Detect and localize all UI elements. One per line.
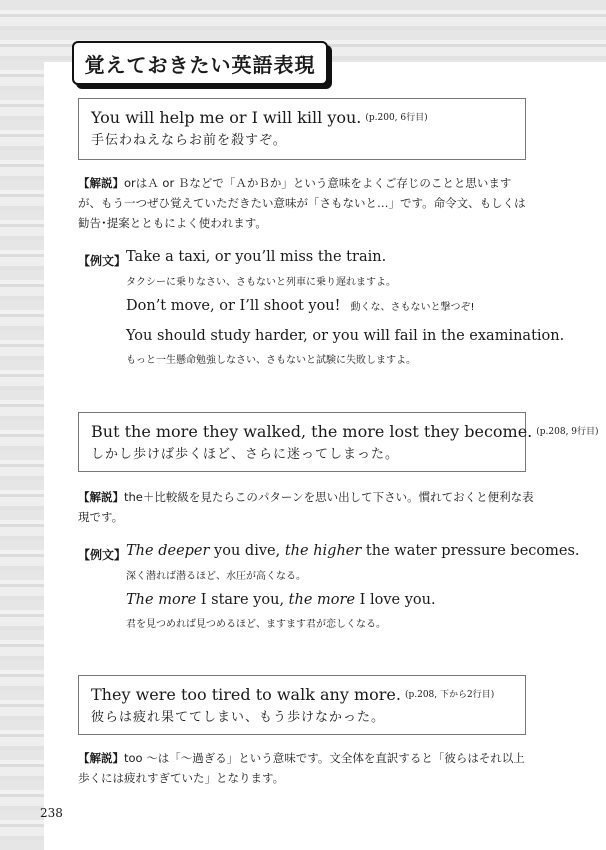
- quote-box-1: [78, 98, 526, 160]
- quote-ref: (p.208, 9行目): [536, 427, 599, 437]
- page-title: 覚えておきたい英語表現: [84, 53, 316, 77]
- note-text: too ～は「～過ぎる」という意味です。文全体を直訳すると「彼らはそれ以上歩くには疲れすぎていた」となります。: [78, 751, 525, 785]
- title-box: [72, 41, 328, 85]
- example-ja: もっと一生懸命勉強しなさい、さもないと試験に失敗しますよ。: [126, 355, 416, 366]
- example-label: 【例文】: [78, 254, 127, 268]
- page-number: 238: [40, 806, 63, 820]
- example-ja: 君を見つめれば見つめるほど、ますます君が恋しくなる。: [126, 619, 386, 630]
- note-text: the＋比較級を見たらこのパターンを思い出して下さい。慣れておくと便利な表現です。: [78, 490, 534, 524]
- quote-en: But the more they walked, the more lost they become.: [91, 422, 533, 441]
- quote-ref: (p.208, 下から2行目): [404, 690, 495, 700]
- note-label: 【解説】: [78, 490, 124, 504]
- quote-ja: しかし歩けば歩くほど、さらに迷ってしまった。: [91, 447, 400, 462]
- note-paragraph-3: [78, 748, 534, 788]
- note-label: 【解説】: [78, 176, 124, 190]
- quote-box-3: [78, 675, 526, 735]
- quote-ref: (p.200, 6行目): [365, 113, 428, 123]
- note-paragraph-1: [78, 173, 534, 233]
- quote-box-2: [78, 412, 599, 472]
- quote-en: You will help me or I will kill you.: [91, 108, 362, 127]
- example-en: The deeper you dive, the higher the water pressure becomes.: [126, 543, 580, 559]
- example-en: Take a taxi, or you’ll miss the train.: [126, 249, 387, 265]
- quote-ja: 彼らは疲れ果ててしまい、もう歩けなかった。: [91, 710, 386, 725]
- example-ja: 動くな、さもないと撃つぞ!: [350, 302, 475, 313]
- note-text: orはＡ or Ｂなどで「ＡかＢか」という意味をよくご存じのことと思いますが、もう一つぜひ覚えていただきたい意味が「さもないと…」です。命令文、もしくは勧告･提案とともによく使われます。: [78, 176, 526, 230]
- example-ja: タクシーに乗りなさい、さもないと列車に乗り遅れますよ。: [126, 277, 396, 288]
- example-en: The more I stare you, the more I love you.: [126, 592, 436, 608]
- example-label: 【例文】: [78, 548, 127, 562]
- quote-ja: 手伝わねえならお前を殺すぞ。: [91, 133, 287, 148]
- example-en: You should study harder, or you will fail in the examination.: [126, 328, 565, 344]
- note-label: 【解説】: [78, 751, 124, 765]
- note-paragraph-2: [78, 487, 534, 527]
- example-ja: 深く潜れば潜るほど、水圧が高くなる。: [126, 571, 306, 582]
- example-en: Don’t move, or I’ll shoot you! 動くな、さもないと撃つぞ!: [126, 298, 475, 314]
- quote-en: They were too tired to walk any more.: [91, 685, 401, 704]
